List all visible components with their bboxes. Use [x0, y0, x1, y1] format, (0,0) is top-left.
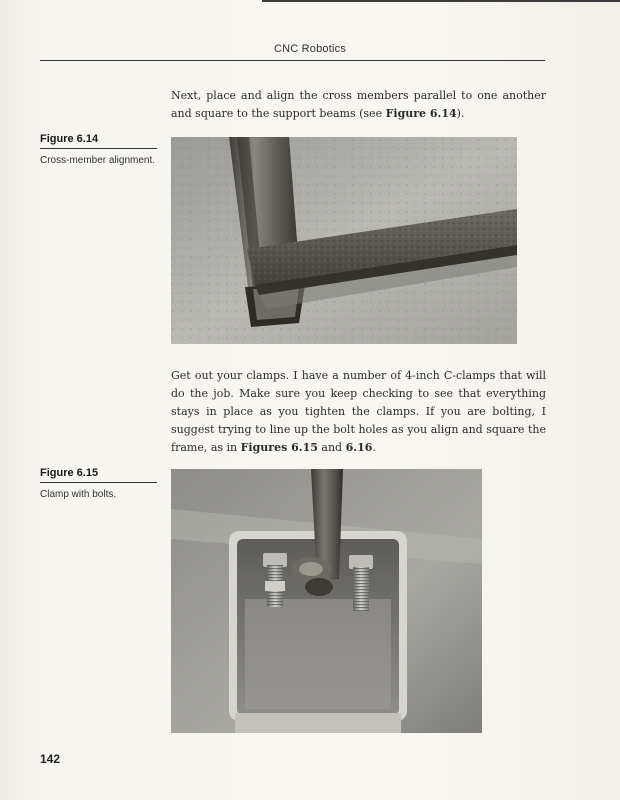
running-header: CNC Robotics	[273, 43, 347, 55]
header-rule	[40, 60, 545, 61]
figure-6-14-sidebar	[40, 133, 157, 168]
top-edge-rule	[262, 0, 620, 2]
figure-ref-6-16: 6.16	[345, 441, 373, 454]
p2-text-after: .	[372, 441, 376, 454]
figure-label: Figure 6.14	[40, 133, 157, 149]
figure-caption: Clamp with bolts.	[40, 489, 117, 500]
page-number: 142	[40, 752, 61, 766]
body-paragraph-2	[171, 367, 546, 457]
body-paragraph-1	[171, 87, 546, 123]
p1-text-after: ).	[456, 107, 465, 120]
p2-text-before: Get out your clamps. I have a number of 4-inch C-clamps that will do the job. Make sure you keep checking to see that everything stays in place as you tighten the clamps. If you are bolting, I suggest trying to line up the bolt holes as you align and square the frame, as in	[171, 369, 546, 454]
figure-caption: Cross-member alignment.	[40, 155, 156, 166]
p2-text-mid: and	[317, 441, 346, 454]
figure-label: Figure 6.15	[40, 467, 157, 483]
figure-6-15-sidebar	[40, 467, 157, 502]
figure-6-15-photo	[171, 469, 482, 733]
figure-ref-6-14: Figure 6.14	[385, 107, 457, 120]
p1-text-before: Next, place and align the cross members parallel to one another and square to the support beams (see	[171, 89, 546, 120]
figure-ref-6-15: Figures 6.15	[240, 441, 318, 454]
figure-6-14-photo	[171, 137, 517, 344]
